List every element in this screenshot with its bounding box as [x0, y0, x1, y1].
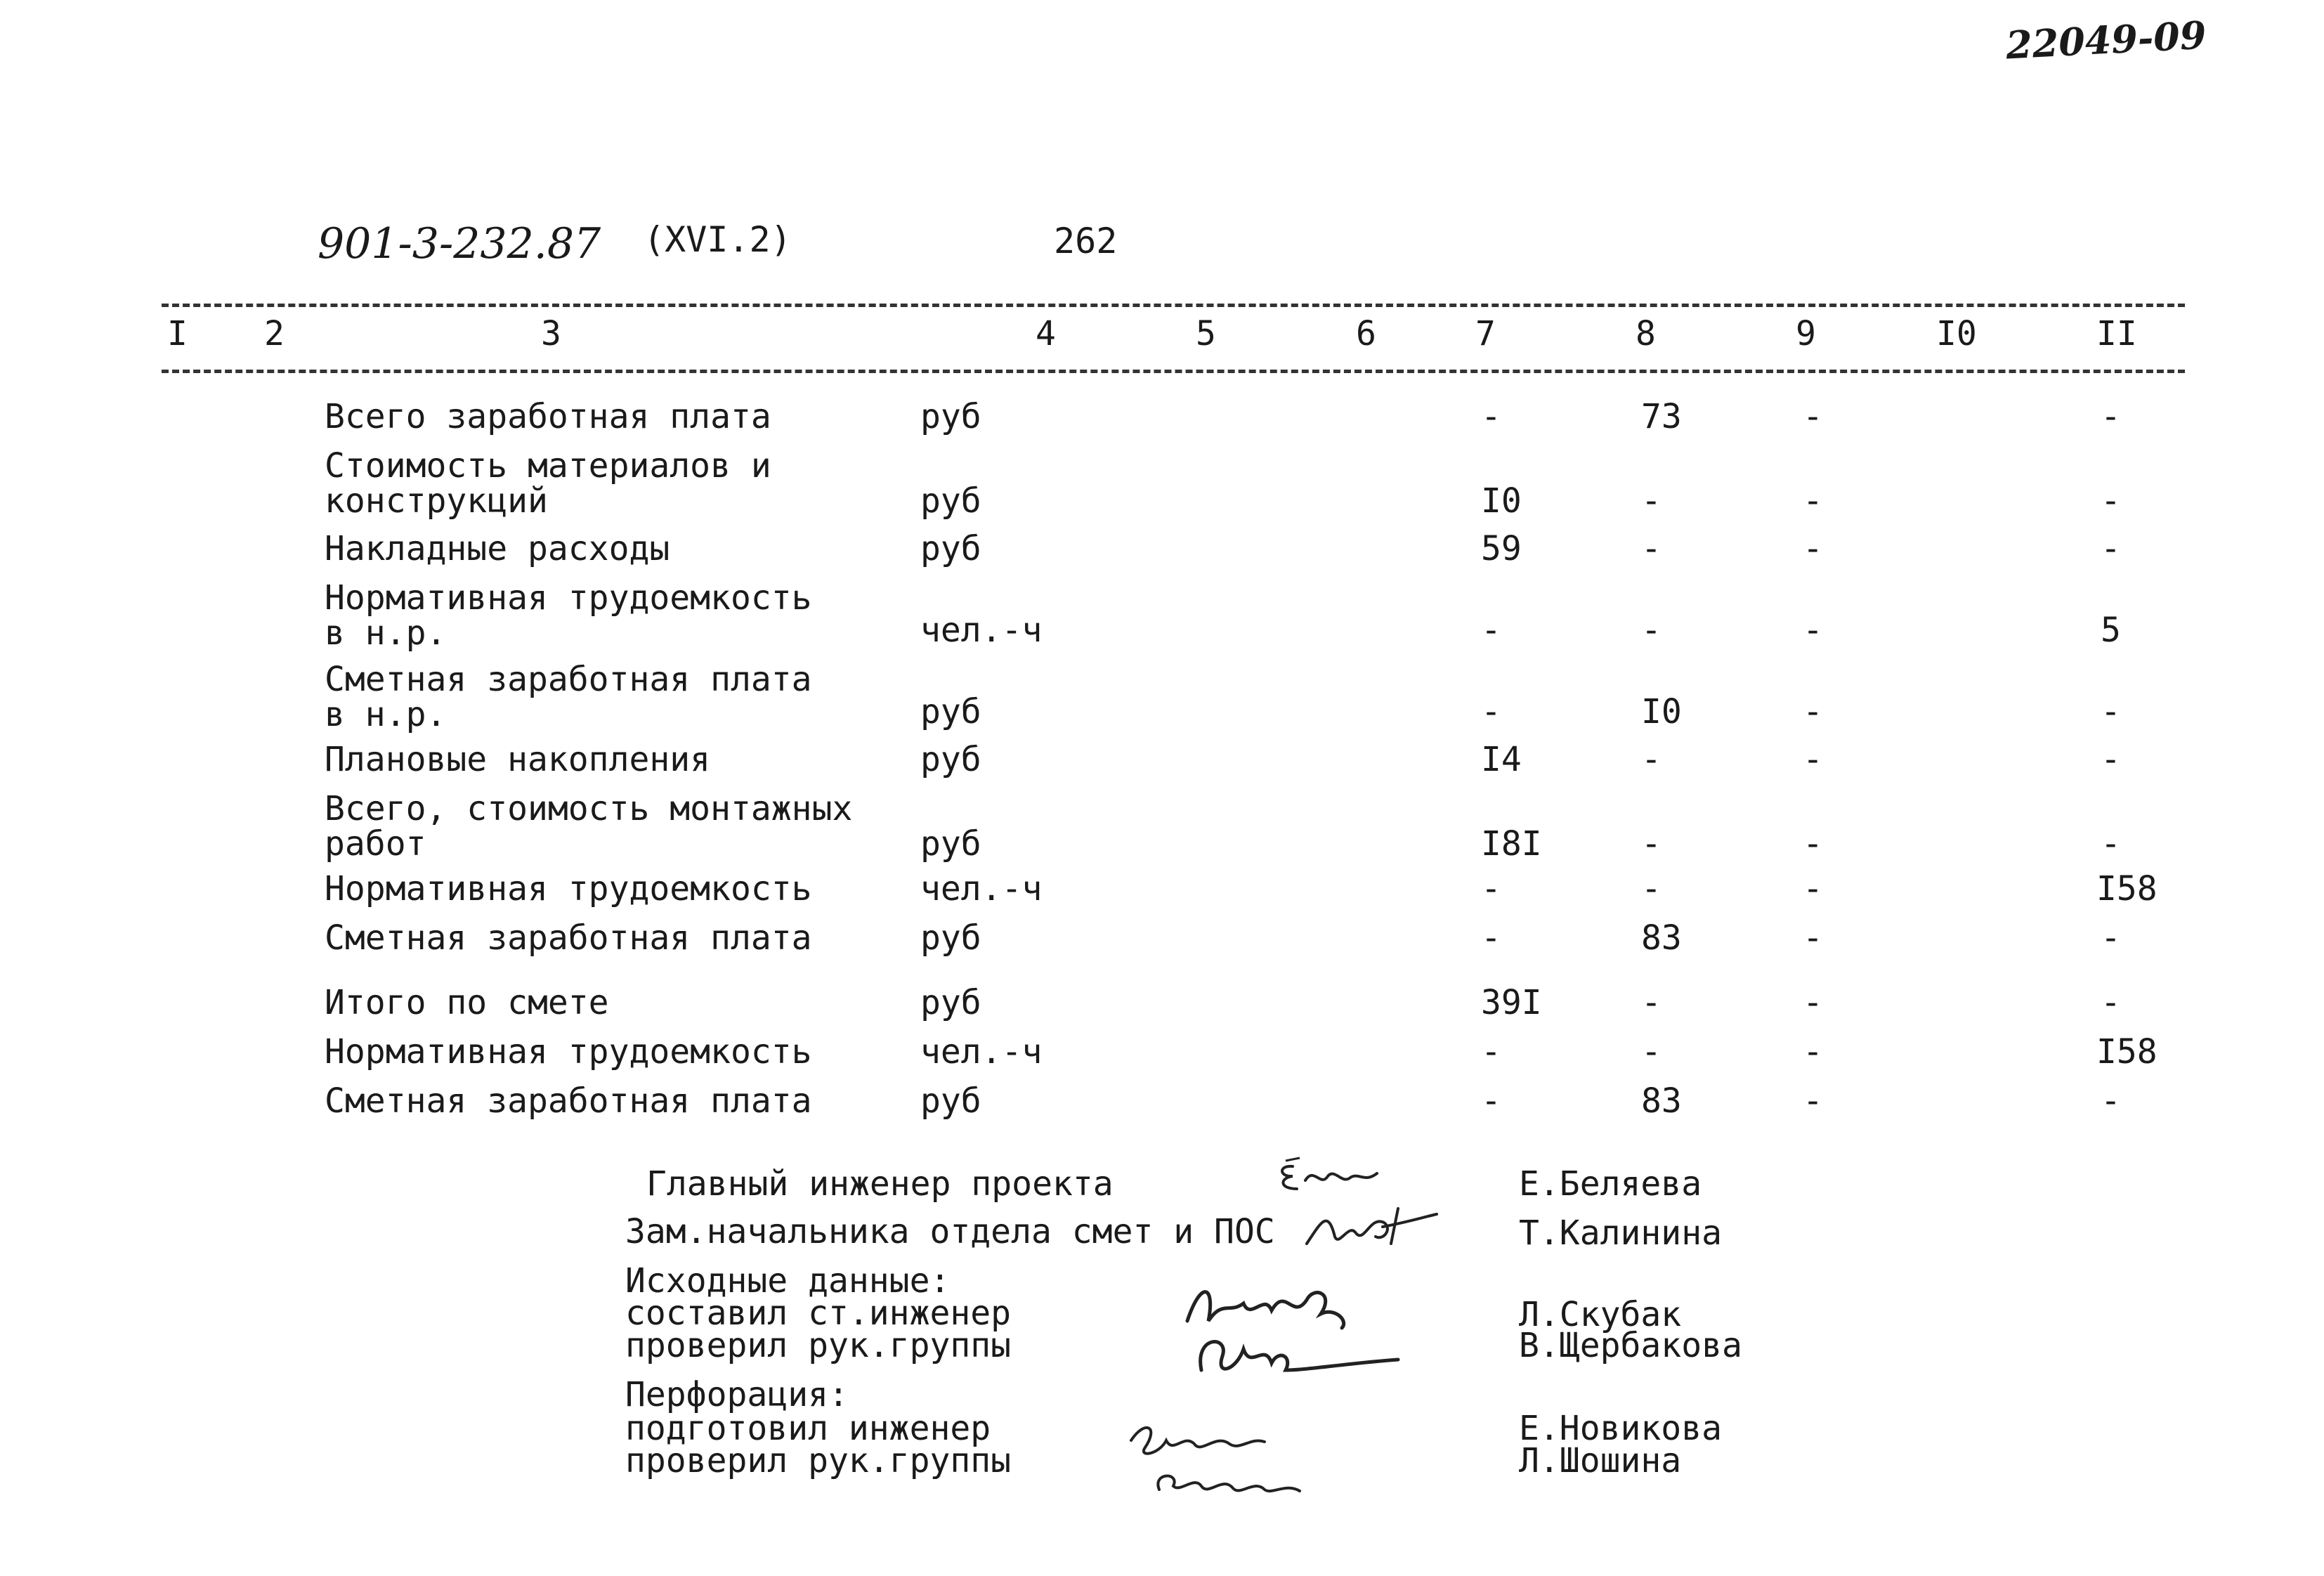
row-name: Сметная заработная плата [325, 660, 812, 699]
cell-col-11: - [2101, 529, 2121, 568]
cell-col-7: - [1481, 397, 1501, 436]
cell-col-11: 5 [2101, 611, 2121, 650]
cell-col-11: - [2101, 918, 2121, 958]
row-unit: руб [920, 1081, 981, 1121]
cell-col-7: I4 [1481, 740, 1522, 779]
cell-col-9: - [1803, 740, 1823, 779]
row-name-continuation: работ [325, 824, 426, 864]
cell-col-7: 59 [1481, 529, 1522, 568]
column-header-11: II [2096, 314, 2137, 353]
cell-col-9: - [1803, 918, 1823, 958]
row-unit: чел.-ч [920, 869, 1043, 909]
cell-col-8: - [1641, 611, 1662, 650]
column-header-8: 8 [1636, 314, 1656, 353]
row-unit: руб [920, 481, 981, 521]
cell-col-9: - [1803, 692, 1823, 731]
row-name: Всего, стоимость монтажных [325, 789, 853, 828]
row-unit: руб [920, 983, 981, 1022]
cell-col-8: 73 [1641, 397, 1682, 436]
source-checked-name: В.Щербакова [1519, 1326, 1742, 1365]
cell-col-8: - [1641, 529, 1662, 568]
cell-col-11: I58 [2096, 869, 2157, 909]
cell-col-11: - [2101, 1081, 2121, 1121]
cell-col-9: - [1803, 983, 1823, 1022]
row-name: Итого по смете [325, 983, 609, 1022]
signature-deputy-head [1300, 1194, 1440, 1258]
cell-col-7: - [1481, 692, 1501, 731]
row-name-continuation: конструкций [325, 481, 548, 521]
document-code: 901-3-232.87 [318, 219, 601, 268]
column-header-2: 2 [264, 314, 285, 353]
cell-col-7: - [1481, 918, 1501, 958]
cell-col-7: - [1481, 1081, 1501, 1121]
row-name-continuation: в н.р. [325, 613, 447, 653]
cell-col-8: - [1641, 481, 1662, 521]
row-name: Всего заработная плата [325, 397, 771, 436]
cell-col-8: - [1641, 1032, 1662, 1072]
column-header-5: 5 [1196, 314, 1216, 353]
signature-source-compiled-checked [1173, 1272, 1412, 1391]
deputy-head-name: Т.Калинина [1519, 1213, 1722, 1253]
column-header-3: 3 [541, 314, 561, 353]
cell-col-8: - [1641, 740, 1662, 779]
section-code: (XVI.2) [644, 219, 792, 260]
cell-col-8: 83 [1641, 918, 1682, 958]
cell-col-11: I58 [2096, 1032, 2157, 1072]
cell-col-11: - [2101, 481, 2121, 521]
cell-col-8: - [1641, 983, 1662, 1022]
cell-col-8: 83 [1641, 1081, 1682, 1121]
row-name: Нормативная трудоемкость [325, 869, 812, 909]
cell-col-7: I8I [1481, 824, 1542, 864]
cell-col-7: 39I [1481, 983, 1542, 1022]
cell-col-8: I0 [1641, 692, 1682, 731]
cell-col-11: - [2101, 824, 2121, 864]
cell-col-7: - [1481, 869, 1501, 909]
signature-perforation [1117, 1412, 1342, 1504]
row-unit: руб [920, 529, 981, 568]
chief-engineer-name: Е.Беляева [1519, 1164, 1702, 1204]
column-header-4: 4 [1036, 314, 1056, 353]
row-unit: руб [920, 692, 981, 731]
column-header-7: 7 [1475, 314, 1496, 353]
perforation-heading: Перфорация: [625, 1375, 849, 1414]
chief-engineer-role: Главный инженер проекта [646, 1164, 1114, 1204]
cell-col-9: - [1803, 1032, 1823, 1072]
row-unit: чел.-ч [920, 1032, 1043, 1072]
column-header-6: 6 [1356, 314, 1376, 353]
table-header-rule [162, 370, 2185, 373]
row-name: Накладные расходы [325, 529, 670, 568]
cell-col-11: - [2101, 983, 2121, 1022]
row-unit: руб [920, 397, 981, 436]
source-compiled-role: составил ст.инженер [625, 1294, 1012, 1333]
cell-col-8: - [1641, 869, 1662, 909]
source-compiled-name: Л.Скубак [1519, 1295, 1682, 1334]
row-unit: руб [920, 740, 981, 779]
row-unit: чел.-ч [920, 611, 1043, 650]
cell-col-7: - [1481, 1032, 1501, 1072]
perforation-prepared-name: Е.Новикова [1519, 1409, 1722, 1448]
deputy-head-role: Зам.начальника отдела смет и ПОС [625, 1212, 1275, 1251]
cell-col-9: - [1803, 1081, 1823, 1121]
cell-col-9: - [1803, 529, 1823, 568]
column-header-1: I [167, 314, 188, 353]
cell-col-11: - [2101, 740, 2121, 779]
cell-col-9: - [1803, 397, 1823, 436]
row-name: Плановые накопления [325, 740, 711, 779]
perforation-prepared-role: подготовил инженер [625, 1409, 991, 1448]
cell-col-11: - [2101, 397, 2121, 436]
cell-col-7: I0 [1481, 481, 1522, 521]
row-name: Сметная заработная плата [325, 918, 812, 958]
row-name: Нормативная трудоемкость [325, 1032, 812, 1072]
cell-col-9: - [1803, 824, 1823, 864]
cell-col-9: - [1803, 869, 1823, 909]
corner-archive-code: 22049-09 [2004, 12, 2207, 68]
perforation-checked-name: Л.Шошина [1519, 1441, 1682, 1480]
cell-col-7: - [1481, 611, 1501, 650]
cell-col-9: - [1803, 611, 1823, 650]
row-name: Нормативная трудоемкость [325, 578, 812, 618]
column-header-9: 9 [1796, 314, 1816, 353]
perforation-checked-role: проверил рук.группы [625, 1441, 1012, 1480]
cell-col-8: - [1641, 824, 1662, 864]
source-data-heading: Исходные данные: [625, 1261, 951, 1301]
table-top-rule [162, 304, 2185, 307]
row-name: Сметная заработная плата [325, 1081, 812, 1121]
column-header-10: I0 [1936, 314, 1977, 353]
row-unit: руб [920, 918, 981, 958]
row-unit: руб [920, 824, 981, 864]
page-number: 262 [1054, 221, 1118, 261]
row-name-continuation: в н.р. [325, 695, 447, 734]
row-name: Стоимость материалов и [325, 446, 771, 486]
cell-col-11: - [2101, 692, 2121, 731]
source-checked-role: проверил рук.группы [625, 1326, 1012, 1365]
cell-col-9: - [1803, 481, 1823, 521]
